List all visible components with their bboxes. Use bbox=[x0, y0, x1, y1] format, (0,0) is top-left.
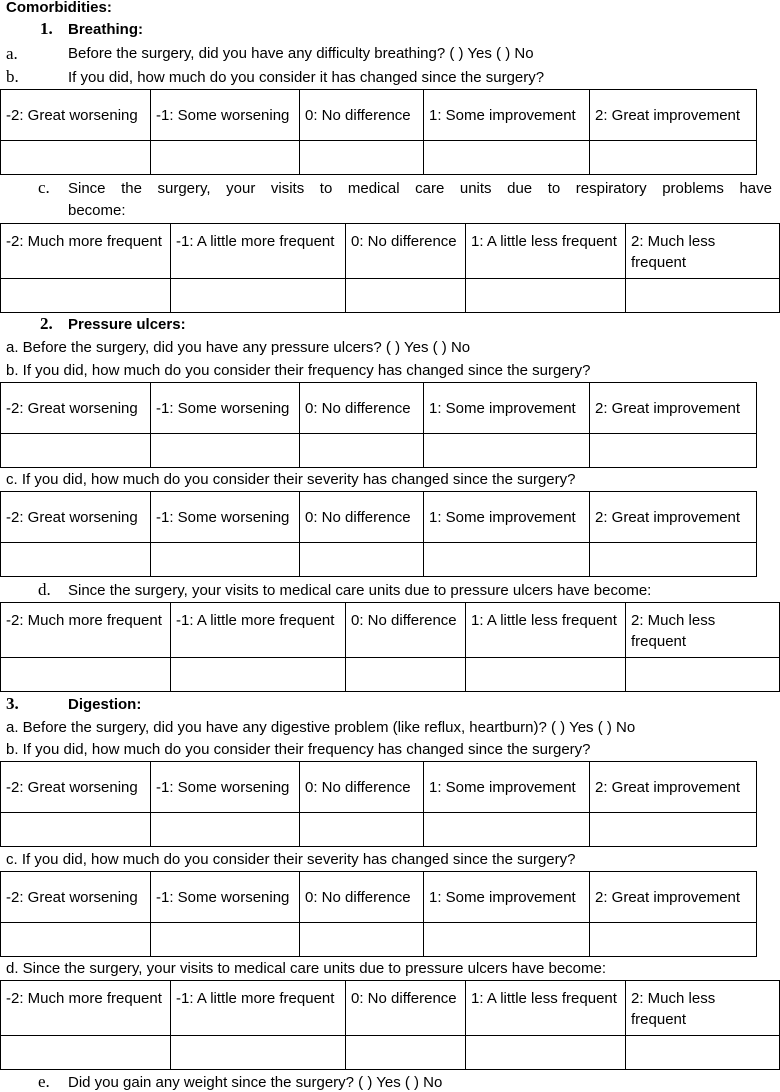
s2-question-a: a. Before the surgery, did you have any pressure ulcers? ( ) Yes ( ) No bbox=[6, 339, 471, 356]
scale-option: -2: Great worsening bbox=[1, 872, 151, 923]
answer-cell[interactable] bbox=[346, 658, 466, 692]
section-2-number: 2. bbox=[40, 314, 53, 333]
s2-question-b: b. If you did, how much do you consider their frequency has changed since the surgery? bbox=[6, 362, 591, 379]
answer-cell[interactable] bbox=[590, 813, 757, 847]
answer-cell[interactable] bbox=[626, 279, 780, 313]
scale-option: 2: Great improvement bbox=[590, 872, 757, 923]
section-1-number: 1. bbox=[40, 19, 53, 38]
answer-cell[interactable] bbox=[424, 813, 590, 847]
s1-question-c-letter: c. bbox=[38, 178, 50, 197]
visits-option: 2: Much less frequent bbox=[626, 981, 780, 1036]
s2-b-rating-table bbox=[0, 382, 757, 468]
answer-cell[interactable] bbox=[151, 813, 300, 847]
answer-cell[interactable] bbox=[424, 923, 590, 957]
visits-option: 0: No difference bbox=[346, 981, 466, 1036]
visits-option: -1: A little more frequent bbox=[171, 224, 346, 279]
answer-cell[interactable] bbox=[346, 1036, 466, 1070]
s3-d-visits-table bbox=[0, 980, 780, 1070]
answer-cell[interactable] bbox=[1, 658, 171, 692]
s2-question-c: c. If you did, how much do you consider their severity has changed since the surgery? bbox=[6, 471, 576, 488]
visits-option: -2: Much more frequent bbox=[1, 603, 171, 658]
scale-option: -1: Some worsening bbox=[151, 492, 300, 543]
scale-option: 2: Great improvement bbox=[590, 90, 757, 141]
scale-option: -1: Some worsening bbox=[151, 762, 300, 813]
s3-question-c: c. If you did, how much do you consider their severity has changed since the surgery? bbox=[6, 851, 576, 868]
answer-cell[interactable] bbox=[590, 141, 757, 175]
answer-cell[interactable] bbox=[626, 1036, 780, 1070]
answer-cell[interactable] bbox=[590, 434, 757, 468]
answer-cell[interactable] bbox=[1, 434, 151, 468]
scale-option: 1: Some improvement bbox=[424, 492, 590, 543]
visits-option: -2: Much more frequent bbox=[1, 224, 171, 279]
answer-cell[interactable] bbox=[300, 543, 424, 577]
answer-cell[interactable] bbox=[424, 434, 590, 468]
s1-c-visits-table bbox=[0, 223, 780, 313]
s1-question-a-letter: a. bbox=[6, 44, 18, 63]
scale-option: 0: No difference bbox=[300, 762, 424, 813]
answer-cell[interactable] bbox=[300, 813, 424, 847]
answer-cell[interactable] bbox=[300, 141, 424, 175]
answer-cell[interactable] bbox=[1, 813, 151, 847]
visits-option: -1: A little more frequent bbox=[171, 603, 346, 658]
scale-option: -2: Great worsening bbox=[1, 492, 151, 543]
scale-option: 1: Some improvement bbox=[424, 90, 590, 141]
answer-cell[interactable] bbox=[151, 434, 300, 468]
s2-question-d: Since the surgery, your visits to medical care units due to pressure ulcers have become: bbox=[68, 582, 652, 599]
answer-cell[interactable] bbox=[151, 543, 300, 577]
s2-c-rating-table bbox=[0, 491, 757, 577]
answer-cell[interactable] bbox=[466, 658, 626, 692]
scale-option: 0: No difference bbox=[300, 492, 424, 543]
section-3-number: 3. bbox=[6, 694, 19, 713]
answer-cell[interactable] bbox=[1, 543, 151, 577]
s1-question-c-line2: become: bbox=[68, 202, 126, 219]
s3-b-rating-table bbox=[0, 761, 757, 847]
visits-option: 2: Much less frequent bbox=[626, 224, 780, 279]
answer-cell[interactable] bbox=[466, 1036, 626, 1070]
visits-option: 0: No difference bbox=[346, 224, 466, 279]
answer-cell[interactable] bbox=[1, 923, 151, 957]
scale-option: 1: Some improvement bbox=[424, 383, 590, 434]
s1-b-rating-table bbox=[0, 89, 757, 175]
scale-option: -2: Great worsening bbox=[1, 762, 151, 813]
scale-option: 0: No difference bbox=[300, 383, 424, 434]
visits-option: 2: Much less frequent bbox=[626, 603, 780, 658]
s3-question-b: b. If you did, how much do you consider their frequency has changed since the surgery? bbox=[6, 741, 591, 758]
answer-cell[interactable] bbox=[1, 279, 171, 313]
s3-question-e-letter: e. bbox=[38, 1072, 50, 1091]
answer-cell[interactable] bbox=[424, 141, 590, 175]
answer-cell[interactable] bbox=[590, 923, 757, 957]
s3-question-a: a. Before the surgery, did you have any digestive problem (like reflux, heartburn)? ( ) Yes ( ) No bbox=[6, 719, 636, 736]
visits-option: -2: Much more frequent bbox=[1, 981, 171, 1036]
section-3-heading: Digestion: bbox=[68, 696, 142, 713]
scale-option: -1: Some worsening bbox=[151, 90, 300, 141]
answer-cell[interactable] bbox=[346, 279, 466, 313]
s1-question-c-line1: Since the surgery, your visits to medical care units due to respiratory problems have bbox=[68, 180, 772, 197]
answer-cell[interactable] bbox=[1, 141, 151, 175]
answer-cell[interactable] bbox=[626, 658, 780, 692]
scale-option: -1: Some worsening bbox=[151, 872, 300, 923]
answer-cell[interactable] bbox=[424, 543, 590, 577]
s1-question-b-letter: b. bbox=[6, 67, 19, 86]
s1-question-a: Before the surgery, did you have any difficulty breathing? ( ) Yes ( ) No bbox=[68, 45, 534, 62]
s3-c-rating-table bbox=[0, 871, 757, 957]
answer-cell[interactable] bbox=[171, 279, 346, 313]
visits-option: 1: A little less frequent bbox=[466, 224, 626, 279]
visits-option: -1: A little more frequent bbox=[171, 981, 346, 1036]
s2-d-visits-table bbox=[0, 602, 780, 692]
visits-option: 1: A little less frequent bbox=[466, 981, 626, 1036]
answer-cell[interactable] bbox=[171, 1036, 346, 1070]
scale-option: -2: Great worsening bbox=[1, 90, 151, 141]
scale-option: 0: No difference bbox=[300, 90, 424, 141]
scale-option: 2: Great improvement bbox=[590, 383, 757, 434]
answer-cell[interactable] bbox=[466, 279, 626, 313]
answer-cell[interactable] bbox=[151, 923, 300, 957]
scale-option: 2: Great improvement bbox=[590, 762, 757, 813]
scale-option: 0: No difference bbox=[300, 872, 424, 923]
s3-question-d: d. Since the surgery, your visits to medical care units due to pressure ulcers have become: bbox=[6, 960, 607, 977]
s3-question-e: Did you gain any weight since the surgery? ( ) Yes ( ) No bbox=[68, 1074, 443, 1091]
visits-option: 0: No difference bbox=[346, 603, 466, 658]
scale-option: 2: Great improvement bbox=[590, 492, 757, 543]
answer-cell[interactable] bbox=[171, 658, 346, 692]
scale-option: -2: Great worsening bbox=[1, 383, 151, 434]
answer-cell[interactable] bbox=[590, 543, 757, 577]
answer-cell[interactable] bbox=[1, 1036, 171, 1070]
scale-option: 1: Some improvement bbox=[424, 762, 590, 813]
answer-cell[interactable] bbox=[151, 141, 300, 175]
scale-option: 1: Some improvement bbox=[424, 872, 590, 923]
s1-question-b: If you did, how much do you consider it has changed since the surgery? bbox=[68, 69, 545, 86]
section-1-heading: Breathing: bbox=[68, 21, 143, 38]
answer-cell[interactable] bbox=[300, 923, 424, 957]
page-title: Comorbidities: bbox=[6, 0, 112, 16]
scale-option: -1: Some worsening bbox=[151, 383, 300, 434]
visits-option: 1: A little less frequent bbox=[466, 603, 626, 658]
answer-cell[interactable] bbox=[300, 434, 424, 468]
s2-question-d-letter: d. bbox=[38, 580, 51, 599]
section-2-heading: Pressure ulcers: bbox=[68, 316, 186, 333]
